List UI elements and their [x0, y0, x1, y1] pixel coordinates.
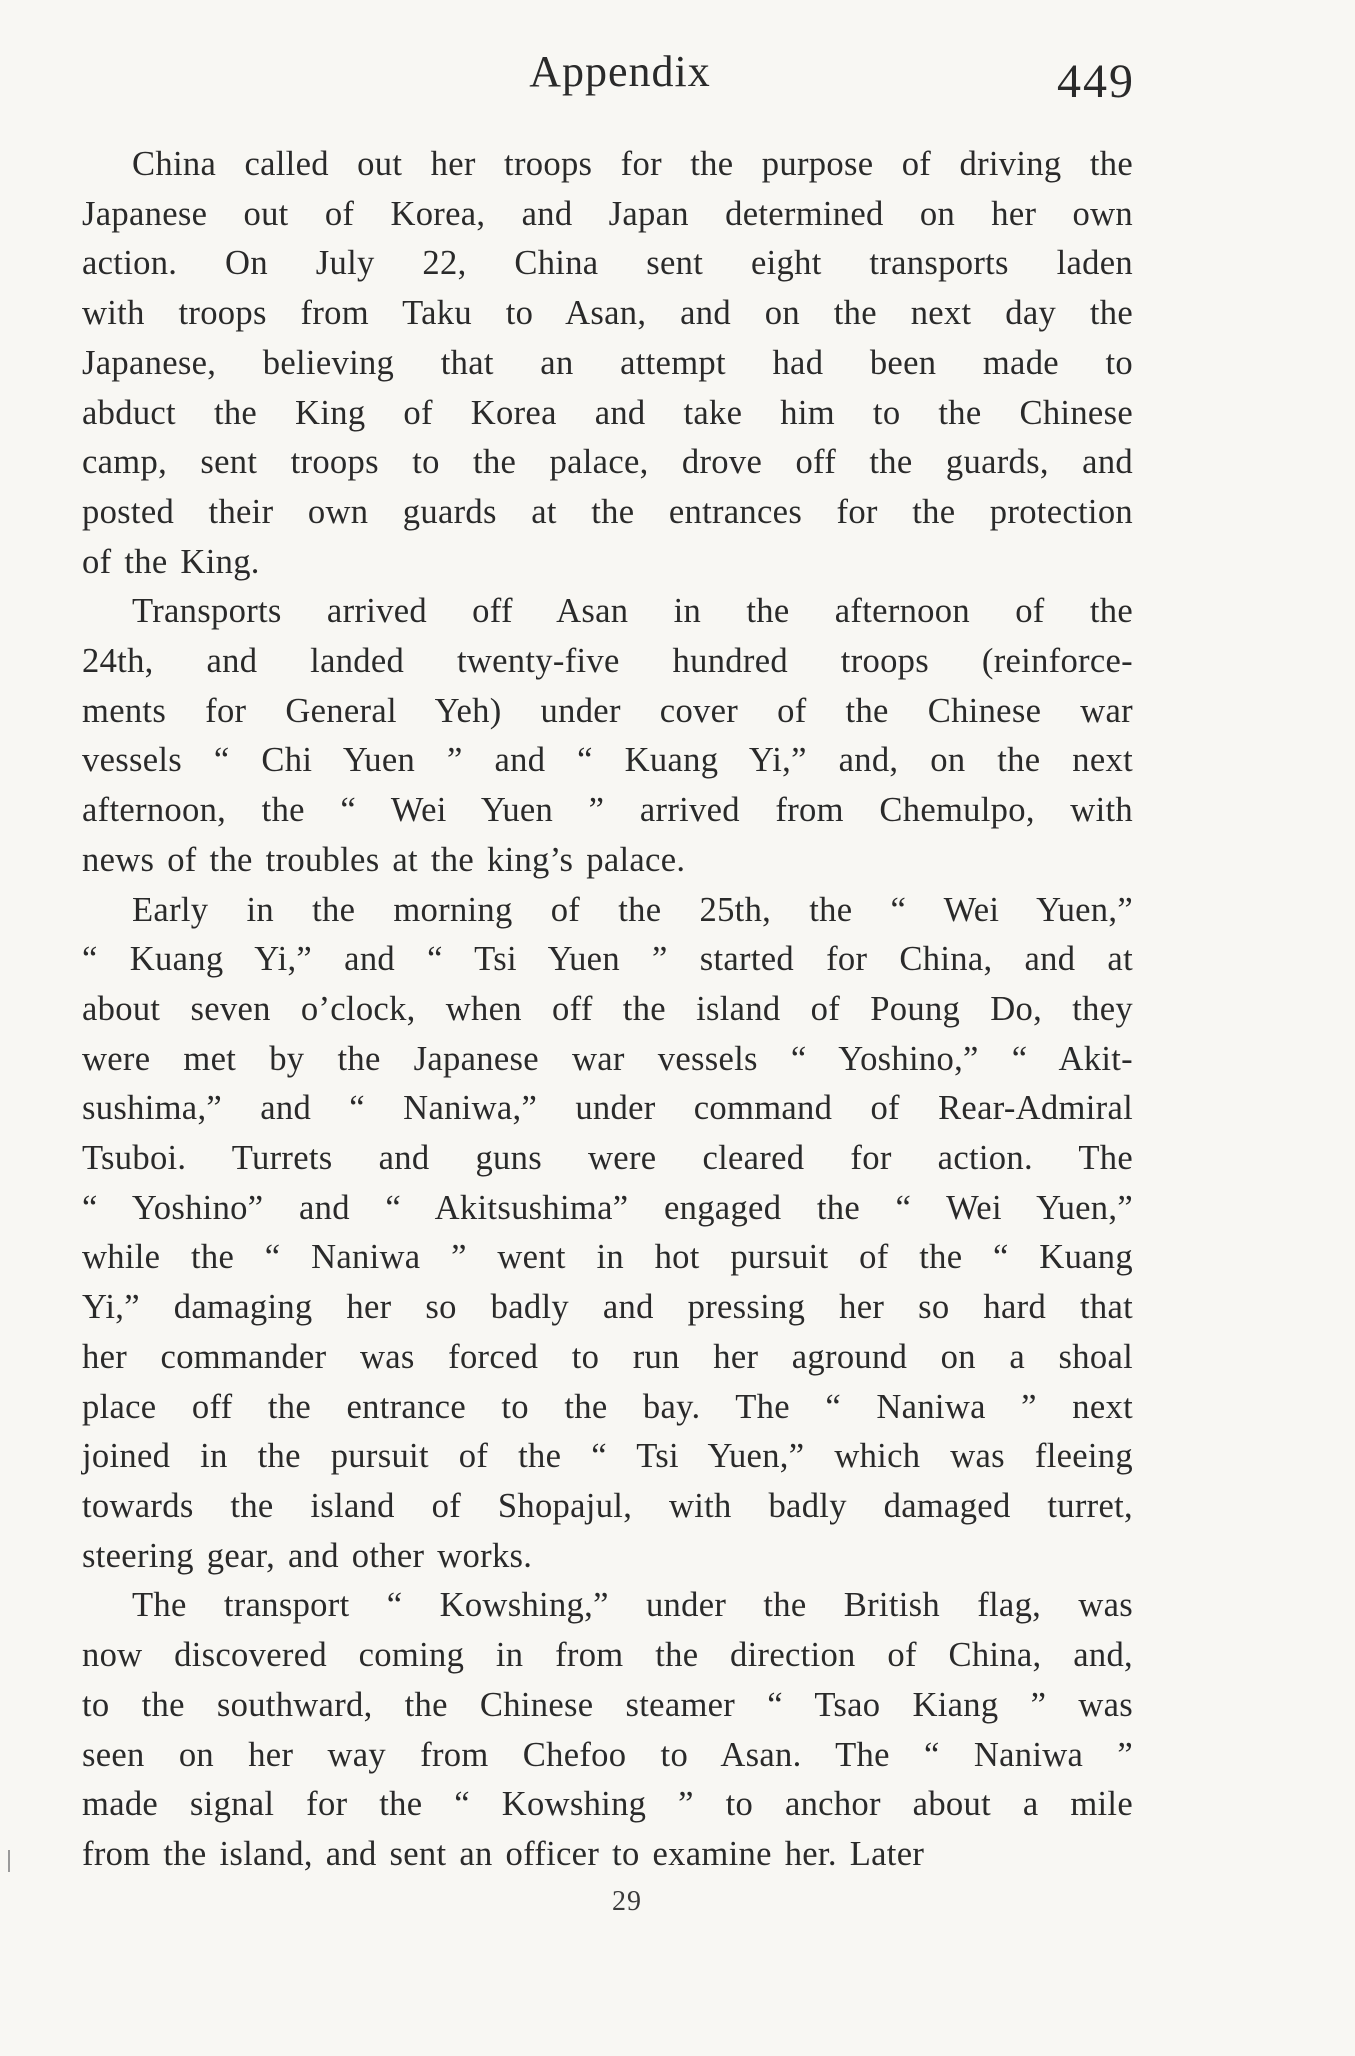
- running-head: [0, 42, 1355, 108]
- text-line: Japanese, believing that an attempt had been made to: [82, 343, 1133, 382]
- text-line: action. On July 22, China sent eight transports laden: [82, 244, 1133, 283]
- text-line: now discovered coming in from the direction of China, and,: [82, 1636, 1133, 1675]
- text-line: to the southward, the Chinese steamer “ Tsao Kiang ” was: [82, 1685, 1133, 1724]
- text-line: camp, sent troops to the palace, drove off the guards, and: [82, 443, 1133, 482]
- text-line: Transports arrived off Asan in the afternoon of the: [132, 592, 1133, 631]
- text-line: her commander was forced to run her aground on a shoal: [82, 1337, 1133, 1376]
- text-line: steering gear, and other works.: [82, 1536, 533, 1575]
- text-line: Japanese out of Korea, and Japan determined on her own: [82, 194, 1133, 233]
- running-title: Appendix: [529, 47, 711, 96]
- body-text: [82, 140, 1133, 1880]
- text-line: China called out her troops for the purpose of driving the: [132, 145, 1133, 183]
- text-line: The transport “ Kowshing,” under the British flag, was: [132, 1586, 1133, 1625]
- text-line: sushima,” and “ Naniwa,” under command of Rear-Admiral: [82, 1089, 1133, 1128]
- text-line: abduct the King of Korea and take him to the Chinese: [82, 393, 1133, 432]
- text-line: about seven o’clock, when off the island of Poung Do, they: [82, 989, 1133, 1028]
- text-line: from the island, and sent an officer to examine her. Later: [82, 1834, 925, 1873]
- paragraph: [82, 1581, 1133, 1879]
- text-line: “ Yoshino” and “ Akitsushima” engaged the “ Wei Yuen,”: [82, 1188, 1133, 1227]
- paragraph: [82, 886, 1133, 1582]
- text-line: place off the entrance to the bay. The “ Naniwa ” next: [82, 1387, 1133, 1426]
- text-line: Tsuboi. Turrets and guns were cleared for action. The: [82, 1139, 1133, 1178]
- paragraph: [82, 587, 1133, 885]
- text-line: news of the troubles at the king’s palace.: [82, 840, 686, 879]
- text-line: vessels “ Chi Yuen ” and “ Kuang Yi,” and, on the next: [82, 741, 1133, 780]
- margin-mark: [8, 1850, 10, 1872]
- text-line: joined in the pursuit of the “ Tsi Yuen,” which was fleeing: [82, 1437, 1133, 1476]
- page-number: 449: [1057, 55, 1135, 108]
- text-line: ments for General Yeh) under cover of the Chinese war: [82, 691, 1133, 730]
- text-line: seen on her way from Chefoo to Asan. The “ Naniwa ”: [82, 1735, 1133, 1774]
- signature-mark: 29: [612, 1886, 642, 1917]
- text-line: made signal for the “ Kowshing ” to anchor about a mile: [82, 1785, 1133, 1824]
- text-line: towards the island of Shopajul, with badly damaged turret,: [82, 1486, 1133, 1525]
- text-line: with troops from Taku to Asan, and on the next day the: [82, 294, 1133, 333]
- text-line: 24th, and landed twenty-five hundred troops (reinforce-: [82, 642, 1133, 681]
- text-line: posted their own guards at the entrances for the protection: [82, 492, 1133, 531]
- text-line: were met by the Japanese war vessels “ Yoshino,” “ Akit-: [82, 1039, 1133, 1078]
- paragraph: [82, 140, 1133, 587]
- text-line: afternoon, the “ Wei Yuen ” arrived from Chemulpo, with: [82, 791, 1133, 830]
- text-line: Yi,” damaging her so badly and pressing her so hard that: [82, 1288, 1133, 1327]
- text-line: of the King.: [82, 542, 260, 581]
- text-line: while the “ Naniwa ” went in hot pursuit of the “ Kuang: [82, 1238, 1133, 1277]
- text-line: Early in the morning of the 25th, the “ Wei Yuen,”: [132, 890, 1133, 929]
- text-line: “ Kuang Yi,” and “ Tsi Yuen ” started for China, and at: [82, 940, 1133, 979]
